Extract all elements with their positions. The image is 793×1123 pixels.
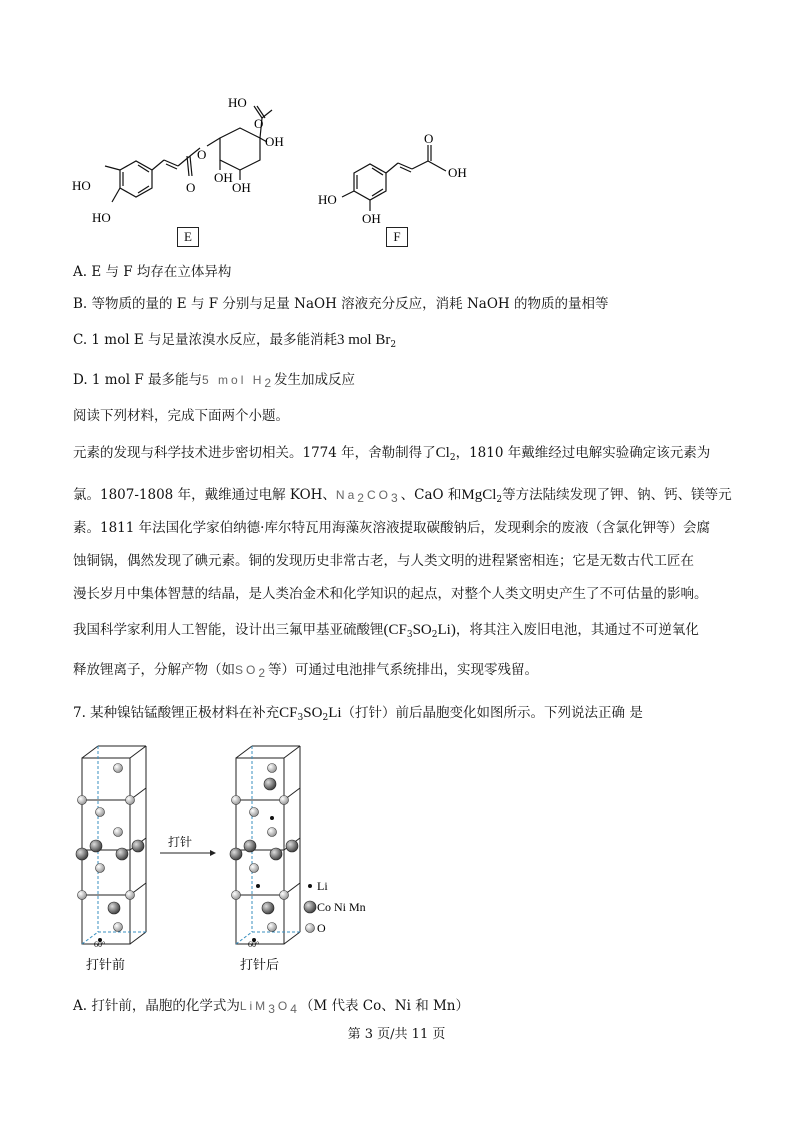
option-b-q6: B. 等物质的量的 E 与 F 分别与足量 NaOH 溶液充分反应，消耗 NaOH 的物质的量相等	[73, 296, 609, 312]
crystal-cell-figure	[70, 740, 370, 975]
reading-paragraph-line-3: 素。1811 年法国化学家伯纳德·库尔特瓦用海藻灰溶液提取碳酸钠后，发现剩余的废液（含氯化钾等）会腐	[73, 520, 710, 536]
structure-f-diagram	[310, 125, 490, 230]
reading-paragraph-line-1: 元素的发现与科学技术进步密切相关。1774 年，舍勒制得了$Cl_2$，1810 年戴维经过电解实验确定该元素为	[73, 445, 711, 463]
option-d-q6: D. 1 mol F 最多能与5 mol H2发生加成反应	[73, 372, 356, 390]
legend-metal-symbol	[304, 901, 316, 913]
e-acid-o-label: O	[254, 116, 264, 131]
reading-paragraph-line-2: 氯。1807-1808 年，戴维通过电解 KOH、Na2CO3、CaO 和MgCl$_2$等方法陆续发现了钾、钠、钙、镁等元	[73, 487, 732, 505]
atoms-after	[230, 764, 298, 943]
e-acid-ho-label: HO	[228, 95, 247, 110]
e-carbonyl-o-label: O	[186, 180, 196, 195]
option-a-q6: A. E 与 F 均存在立体异构	[73, 264, 232, 280]
before-label: 打针前	[86, 957, 126, 972]
question-7-stem: 7. 某种镍钴锰酸锂正极材料在补充$CF_3SO_2Li$（打针）前后晶胞变化如图所示。下列说法正确 是	[73, 705, 643, 723]
e-ho-label-2: HO	[92, 210, 111, 225]
reading-paragraph-line-5: 漫长岁月中集体智慧的结晶，是人类冶金术和化学知识的起点，对整个人类文明史产生了不可估量的影响。	[73, 586, 708, 602]
arrow-label: 打针	[168, 835, 193, 849]
legend-o-text: O	[317, 921, 326, 935]
legend	[304, 879, 366, 935]
f-oh-label-1: OH	[362, 211, 381, 226]
reading-paragraph-line-6: 我国科学家利用人工智能，设计出三氟甲基亚硫酸锂$(CF_3SO_2Li)$，将其注入废旧电池，其通过不可逆氧化	[73, 622, 699, 640]
option-a-q7: A. 打针前，晶胞的化学式为LiM3O4（M 代表 Co、Ni 和 Mn）	[73, 998, 469, 1016]
option-c-q6: C. 1 mol E 与足量浓溴水反应，最多能消耗3 mol $Br_2$	[73, 332, 397, 350]
e-oh-label-2: OH	[232, 180, 251, 195]
reading-intro: 阅读下列材料，完成下面两个小题。	[73, 408, 289, 424]
reading-paragraph-line-4: 蚀铜锅，偶然发现了碘元素。铜的发现历史非常古老，与人类文明的进程紧密相连；它是无数古代工匠在	[73, 553, 694, 569]
e-oh-label-3: OH	[214, 170, 233, 185]
legend-li-text: Li	[317, 879, 328, 893]
legend-metal-text: Co Ni Mn	[317, 900, 366, 914]
atoms-before	[76, 764, 144, 943]
e-oh-label-1: OH	[265, 134, 284, 149]
angle-label-after: 60°	[248, 940, 260, 949]
page-footer: 第 3 页/共 11 页	[347, 1027, 446, 1042]
structure-e-diagram	[60, 88, 300, 248]
e-ester-o-label: O	[197, 147, 207, 162]
after-label: 打针后	[240, 957, 280, 972]
f-ho-label: HO	[318, 192, 337, 207]
legend-li-symbol	[308, 884, 312, 888]
structure-e-label: E	[177, 227, 199, 247]
e-ho-label-1: HO	[72, 178, 91, 193]
structure-f-label: F	[386, 227, 408, 247]
f-carbonyl-o-label: O	[424, 131, 434, 146]
legend-o-symbol	[306, 924, 315, 933]
angle-label-before: 60°	[94, 940, 106, 949]
reading-paragraph-line-7: 释放锂离子，分解产物（如SO2等）可通过电池排气系统排出，实现零残留。	[73, 662, 539, 680]
f-oh-label-2: OH	[448, 165, 467, 180]
